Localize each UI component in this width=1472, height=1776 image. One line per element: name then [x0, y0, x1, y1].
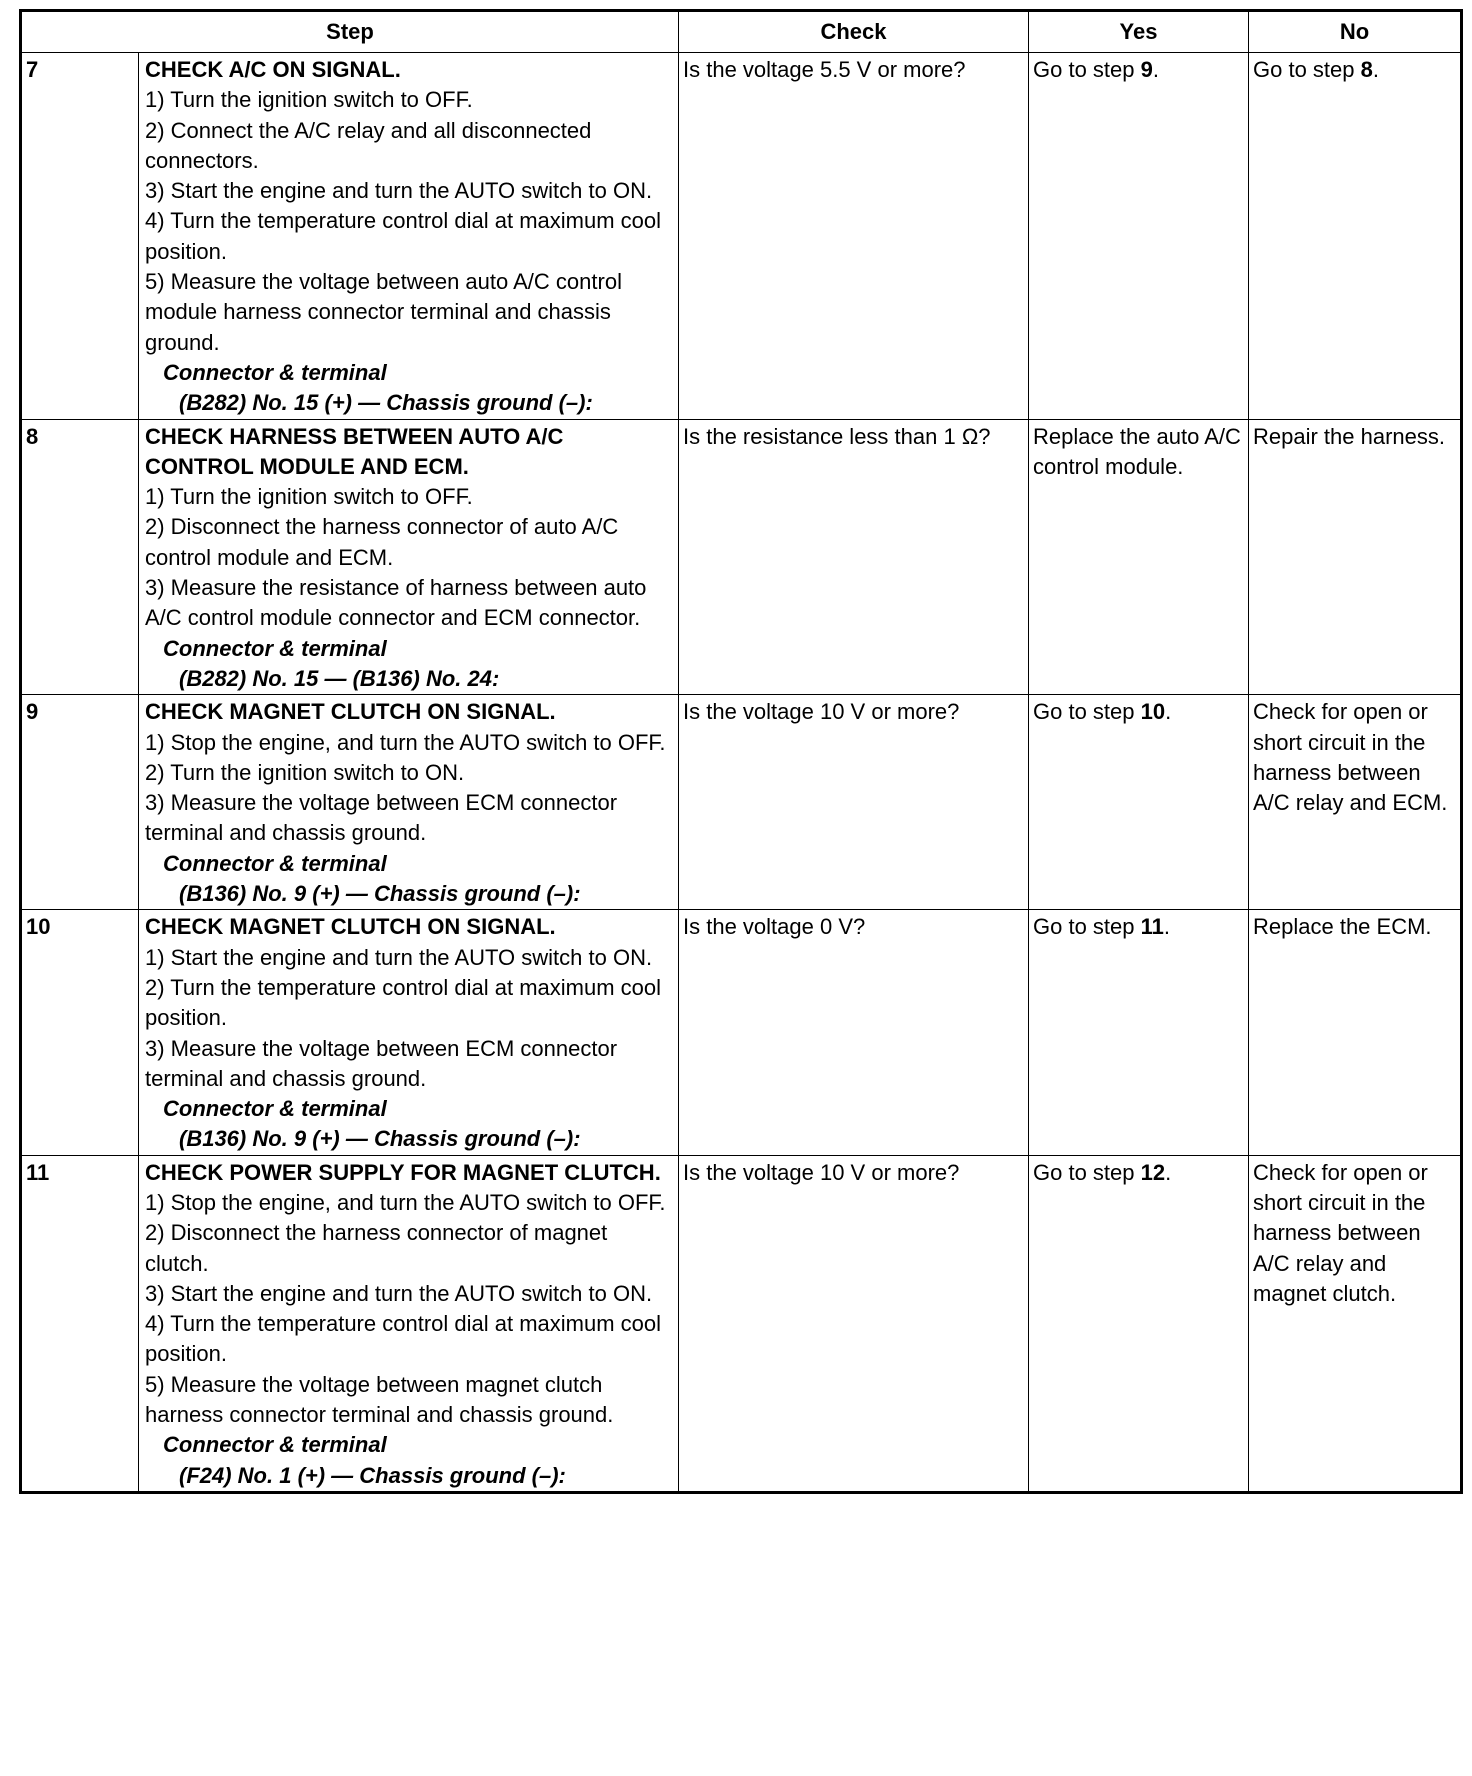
yes-action: [1029, 1155, 1249, 1492]
connector-terminal-value: (B136) No. 9 (+) — Chassis ground (–):: [179, 1126, 581, 1152]
check-question: Is the voltage 10 V or more?: [679, 1155, 1029, 1492]
step-number: 7: [21, 53, 139, 420]
connector-terminal-label: Connector & terminal: [163, 1096, 387, 1122]
no-step-ref: 8: [1360, 57, 1373, 82]
step-title: CHECK MAGNET CLUTCH ON SIGNAL.: [145, 699, 556, 725]
step-instruction: 3) Measure the voltage between ECM connector terminal and chassis ground.: [145, 1035, 618, 1091]
no-action: [1249, 910, 1462, 1155]
step-instruction: 1) Turn the ignition switch to OFF.: [145, 484, 473, 510]
connector-terminal-value: (B136) No. 9 (+) — Chassis ground (–):: [179, 881, 581, 907]
step-instruction: 5) Measure the voltage between magnet clutch harness connector terminal and chassis ground.: [145, 1371, 614, 1428]
table-row: [21, 695, 1462, 910]
step-instruction: 1) Turn the ignition switch to OFF.: [145, 87, 473, 113]
step-instruction: 2) Disconnect the harness connector of auto A/C control module and ECM.: [145, 514, 619, 570]
step-instruction: 1) Stop the engine, and turn the AUTO switch to OFF.: [145, 729, 666, 755]
yes-action: [1029, 53, 1249, 420]
step-instruction: 3) Start the engine and turn the AUTO switch to ON.: [145, 178, 653, 204]
step-number: 8: [21, 419, 139, 695]
step-instruction: 4) Turn the temperature control dial at maximum cool position.: [145, 208, 662, 264]
yes-step-ref: 12: [1140, 1159, 1166, 1185]
yes-suffix: .: [1165, 1159, 1172, 1185]
step-title: CHECK POWER SUPPLY FOR MAGNET CLUTCH.: [145, 1159, 661, 1185]
yes-suffix: .: [1165, 699, 1172, 725]
check-question: Is the resistance less than 1 Ω?: [679, 419, 1029, 695]
header-step: Step: [21, 11, 679, 53]
yes-text: Replace the auto A/C control module.: [1033, 423, 1241, 479]
step-content: [139, 910, 679, 1155]
yes-step-ref: 11: [1140, 914, 1164, 940]
connector-terminal-value: (B282) No. 15 (+) — Chassis ground (–):: [179, 390, 593, 416]
step-number: 10: [21, 910, 139, 1155]
step-title: CHECK HARNESS BETWEEN AUTO A/C CONTROL MODULE AND ECM.: [145, 423, 564, 479]
header-yes: Yes: [1029, 11, 1249, 53]
step-instruction: 5) Measure the voltage between auto A/C control module harness connector terminal and chassis ground.: [145, 269, 622, 355]
no-action: [1249, 419, 1462, 695]
no-text: Repair the harness.: [1253, 423, 1445, 449]
step-instruction: 1) Stop the engine, and turn the AUTO switch to OFF.: [145, 1189, 666, 1215]
connector-terminal-value: (F24) No. 1 (+) — Chassis ground (–):: [179, 1462, 566, 1488]
yes-step-ref: 9: [1140, 57, 1153, 82]
no-action: [1249, 1155, 1462, 1492]
step-instruction: 3) Measure the voltage between ECM connector terminal and chassis ground.: [145, 790, 618, 846]
header-check: Check: [679, 11, 1029, 53]
table-row: [21, 419, 1462, 695]
step-title: CHECK A/C ON SIGNAL.: [145, 57, 401, 82]
table-body: [21, 53, 1462, 1493]
table-row: [21, 910, 1462, 1155]
step-instruction: 3) Measure the resistance of harness between auto A/C control module connector and ECM connector.: [145, 575, 647, 631]
step-instruction: 2) Turn the ignition switch to ON.: [145, 759, 465, 785]
no-suffix: .: [1372, 57, 1379, 82]
connector-terminal-value: (B282) No. 15 — (B136) No. 24:: [179, 665, 500, 691]
no-text: Go to step: [1253, 57, 1361, 82]
yes-action: [1029, 910, 1249, 1155]
no-text: Replace the ECM.: [1253, 914, 1432, 940]
check-question: Is the voltage 0 V?: [679, 910, 1029, 1155]
yes-action: [1029, 419, 1249, 695]
yes-text: Go to step: [1033, 699, 1141, 725]
header-no: No: [1249, 11, 1462, 53]
step-instruction: 2) Connect the A/C relay and all disconnected connectors.: [145, 117, 592, 173]
header-row: [21, 11, 1462, 53]
step-instruction: 2) Disconnect the harness connector of magnet clutch.: [145, 1220, 608, 1276]
check-question: Is the voltage 10 V or more?: [679, 695, 1029, 910]
table-row: [21, 53, 1462, 420]
yes-step-ref: 10: [1140, 699, 1166, 725]
step-content: [139, 1155, 679, 1492]
no-text: Check for open or short circuit in the harness between A/C relay and magnet clutch.: [1253, 1159, 1428, 1306]
yes-text: Go to step: [1033, 914, 1141, 940]
check-question: Is the voltage 5.5 V or more?: [679, 53, 1029, 420]
yes-suffix: .: [1163, 914, 1171, 940]
no-action: [1249, 53, 1462, 420]
yes-suffix: .: [1152, 57, 1159, 82]
step-instruction: 2) Turn the temperature control dial at maximum cool position.: [145, 974, 662, 1031]
step-instruction: 3) Start the engine and turn the AUTO switch to ON.: [145, 1280, 653, 1306]
yes-action: [1029, 695, 1249, 910]
yes-text: Go to step: [1033, 1159, 1141, 1185]
connector-terminal-label: Connector & terminal: [163, 1432, 387, 1458]
step-number: 9: [21, 695, 139, 910]
connector-terminal-label: Connector & terminal: [163, 850, 387, 876]
step-instruction: 1) Start the engine and turn the AUTO switch to ON.: [145, 944, 653, 970]
step-title: CHECK MAGNET CLUTCH ON SIGNAL.: [145, 914, 556, 940]
step-content: [139, 53, 679, 420]
no-action: [1249, 695, 1462, 910]
diagnostic-table: [19, 9, 1463, 1494]
step-content: [139, 695, 679, 910]
connector-terminal-label: Connector & terminal: [163, 359, 387, 385]
step-number: 11: [21, 1155, 139, 1492]
connector-terminal-label: Connector & terminal: [163, 635, 387, 661]
step-content: [139, 419, 679, 695]
step-instruction: 4) Turn the temperature control dial at maximum cool position.: [145, 1311, 662, 1367]
yes-text: Go to step: [1033, 57, 1141, 82]
no-text: Check for open or short circuit in the harness between A/C relay and ECM.: [1253, 699, 1448, 816]
table-row: [21, 1155, 1462, 1492]
